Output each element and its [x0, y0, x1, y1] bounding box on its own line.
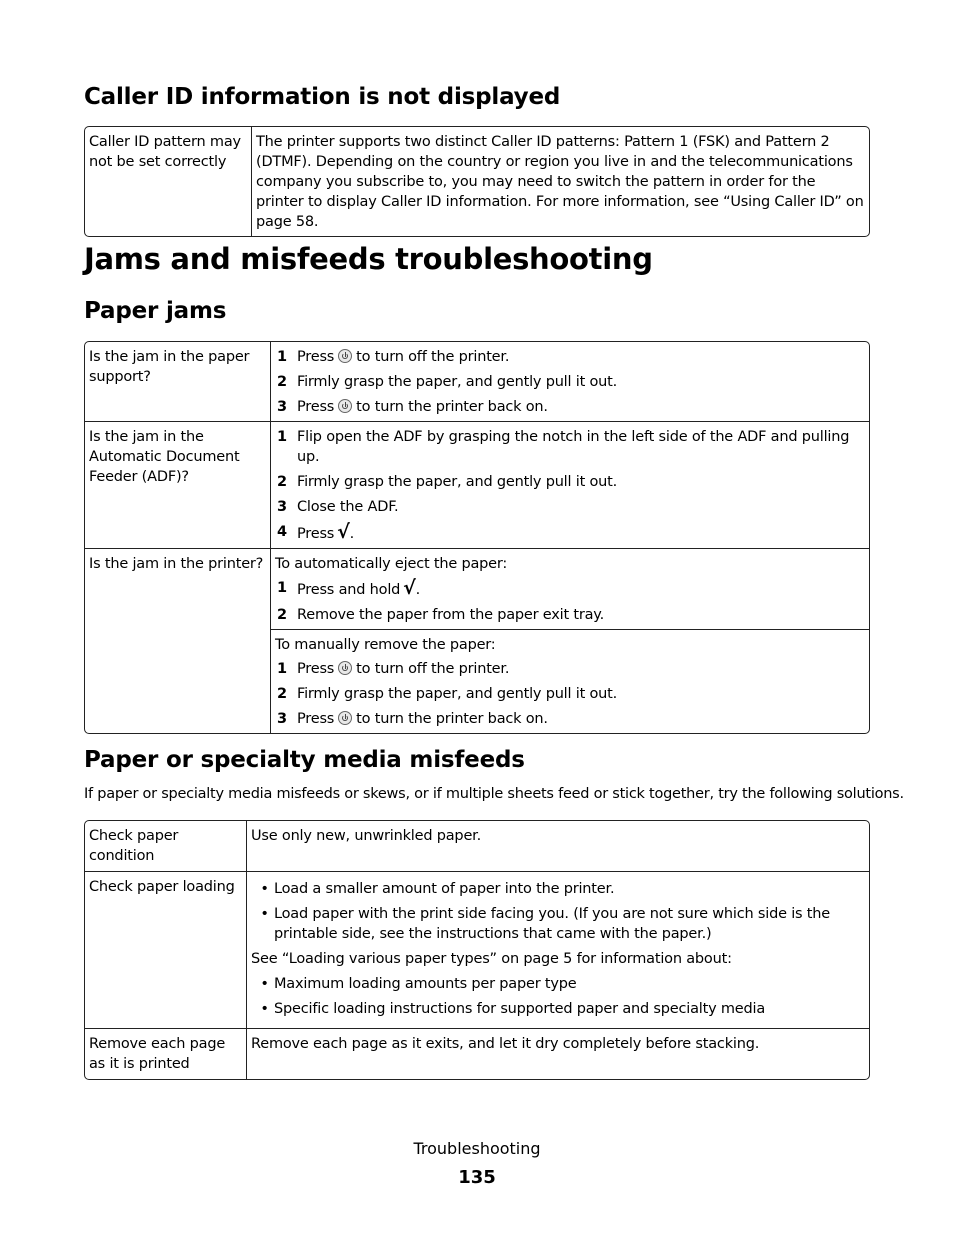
power-icon: [338, 349, 352, 363]
table-row: [85, 871, 869, 1028]
step-text: Firmly grasp the paper, and gently pull it out.: [297, 474, 618, 490]
manual-remove-block: [271, 629, 869, 733]
footer-section: Troubleshooting: [413, 1139, 541, 1158]
steps-list: [271, 422, 869, 548]
step-number: 2: [277, 607, 287, 623]
step-number: 1: [277, 580, 287, 596]
solution-cell: Remove each page as it exits, and let it dry completely before stacking.: [251, 1036, 760, 1052]
caller-id-heading: Caller ID information is not displayed: [84, 84, 561, 110]
bullet-list: [251, 974, 865, 1019]
table-row: [85, 1028, 869, 1079]
table-row: [85, 342, 869, 421]
table-row: [85, 548, 869, 733]
block-lead: To automatically eject the paper:: [275, 556, 508, 572]
step-item: [277, 659, 865, 679]
auto-eject-block: [271, 549, 869, 629]
list-item: [255, 999, 865, 1019]
step-item: [277, 372, 865, 392]
step-number: 4: [277, 524, 287, 540]
step-text: Press to turn the printer back on.: [297, 711, 548, 727]
solution-cell: The printer supports two distinct Caller ID patterns: Pattern 1 (FSK) and Pattern 2 (DTMF). Depending on the country or region you live in and the telecommunications company you subscribe to, you may need to switch the pattern in order for the printer to display Caller ID information. For more information, see “Using Caller ID” on page 58.: [256, 134, 864, 230]
steps-list: [271, 655, 869, 733]
step-item: [277, 578, 865, 600]
power-icon: [338, 399, 352, 413]
step-text: Press √.: [297, 521, 355, 543]
list-item: [255, 974, 865, 994]
step-number: 1: [277, 349, 287, 365]
bullet-icon: •: [260, 976, 269, 992]
paper-jams-table: [84, 341, 870, 734]
question-cell: Is the jam in the Automatic Document Feeder (ADF)?: [85, 422, 271, 548]
step-text: Remove the paper from the paper exit tray.: [297, 607, 605, 623]
step-text: Close the ADF.: [297, 499, 399, 515]
step-number: 1: [277, 429, 287, 445]
step-text: Flip open the ADF by grasping the notch in the left side of the ADF and pulling up.: [297, 429, 850, 465]
power-icon: [338, 711, 352, 725]
solution-cell: [247, 872, 869, 1028]
misfeeds-intro: If paper or specialty media misfeeds or skews, or if multiple sheets feed or stick together, try the following solutions.: [84, 786, 904, 802]
step-item: [277, 472, 865, 492]
step-text: Press and hold √.: [297, 577, 421, 599]
step-item: [277, 397, 865, 417]
step-item: [277, 347, 865, 367]
question-cell: Is the jam in the paper support?: [85, 342, 271, 421]
table-row: [85, 421, 869, 548]
step-number: 3: [277, 399, 287, 415]
step-number: 1: [277, 661, 287, 677]
list-item-text: Specific loading instructions for supported paper and specialty media: [274, 1001, 766, 1017]
question-cell: Is the jam in the printer?: [85, 549, 271, 733]
problem-cell: Check paper condition: [85, 821, 247, 871]
list-item: [255, 904, 865, 944]
bullet-list: [251, 879, 865, 944]
check-icon: √: [337, 521, 350, 543]
step-text: Press to turn off the printer.: [297, 661, 510, 677]
step-item: [277, 709, 865, 729]
problem-cell: Remove each page as it is printed: [85, 1029, 247, 1079]
step-item: [277, 605, 865, 625]
list-item: [255, 879, 865, 899]
step-text: Press to turn the printer back on.: [297, 399, 548, 415]
bullet-icon: •: [260, 881, 269, 897]
problem-cell: Caller ID pattern may not be set correctly: [85, 127, 252, 236]
block-lead: To manually remove the paper:: [275, 637, 496, 653]
step-item: [277, 427, 865, 467]
step-number: 3: [277, 711, 287, 727]
step-item: [277, 684, 865, 704]
bullet-icon: •: [260, 906, 269, 922]
list-item-text: Load paper with the print side facing you. (If you are not sure which side is the printable side, see the instructions that came with the paper.): [274, 906, 830, 942]
power-icon: [338, 661, 352, 675]
problem-cell: Check paper loading: [85, 872, 247, 1028]
step-text: Firmly grasp the paper, and gently pull it out.: [297, 374, 618, 390]
step-number: 3: [277, 499, 287, 515]
jams-heading: Jams and misfeeds troubleshooting: [84, 242, 653, 276]
step-text: Press to turn off the printer.: [297, 349, 510, 365]
solution-cell: Use only new, unwrinkled paper.: [251, 828, 481, 844]
step-number: 2: [277, 474, 287, 490]
misfeeds-heading: Paper or specialty media misfeeds: [84, 747, 525, 773]
step-item: [277, 497, 865, 517]
step-number: 2: [277, 686, 287, 702]
step-number: 2: [277, 374, 287, 390]
see-reference: See “Loading various paper types” on page 5 for information about:: [251, 951, 732, 967]
caller-id-table: [84, 126, 870, 237]
steps-list: [271, 574, 869, 629]
steps-list: [271, 342, 869, 421]
paper-jams-heading: Paper jams: [84, 298, 227, 324]
check-icon: √: [403, 577, 416, 599]
step-item: [277, 522, 865, 544]
list-item-text: Load a smaller amount of paper into the printer.: [274, 881, 615, 897]
misfeeds-table: [84, 820, 870, 1080]
bullet-icon: •: [260, 1001, 269, 1017]
page-number: 135: [458, 1167, 496, 1188]
table-row: [85, 821, 869, 871]
step-text: Firmly grasp the paper, and gently pull it out.: [297, 686, 618, 702]
list-item-text: Maximum loading amounts per paper type: [274, 976, 577, 992]
table-row: [85, 127, 869, 236]
